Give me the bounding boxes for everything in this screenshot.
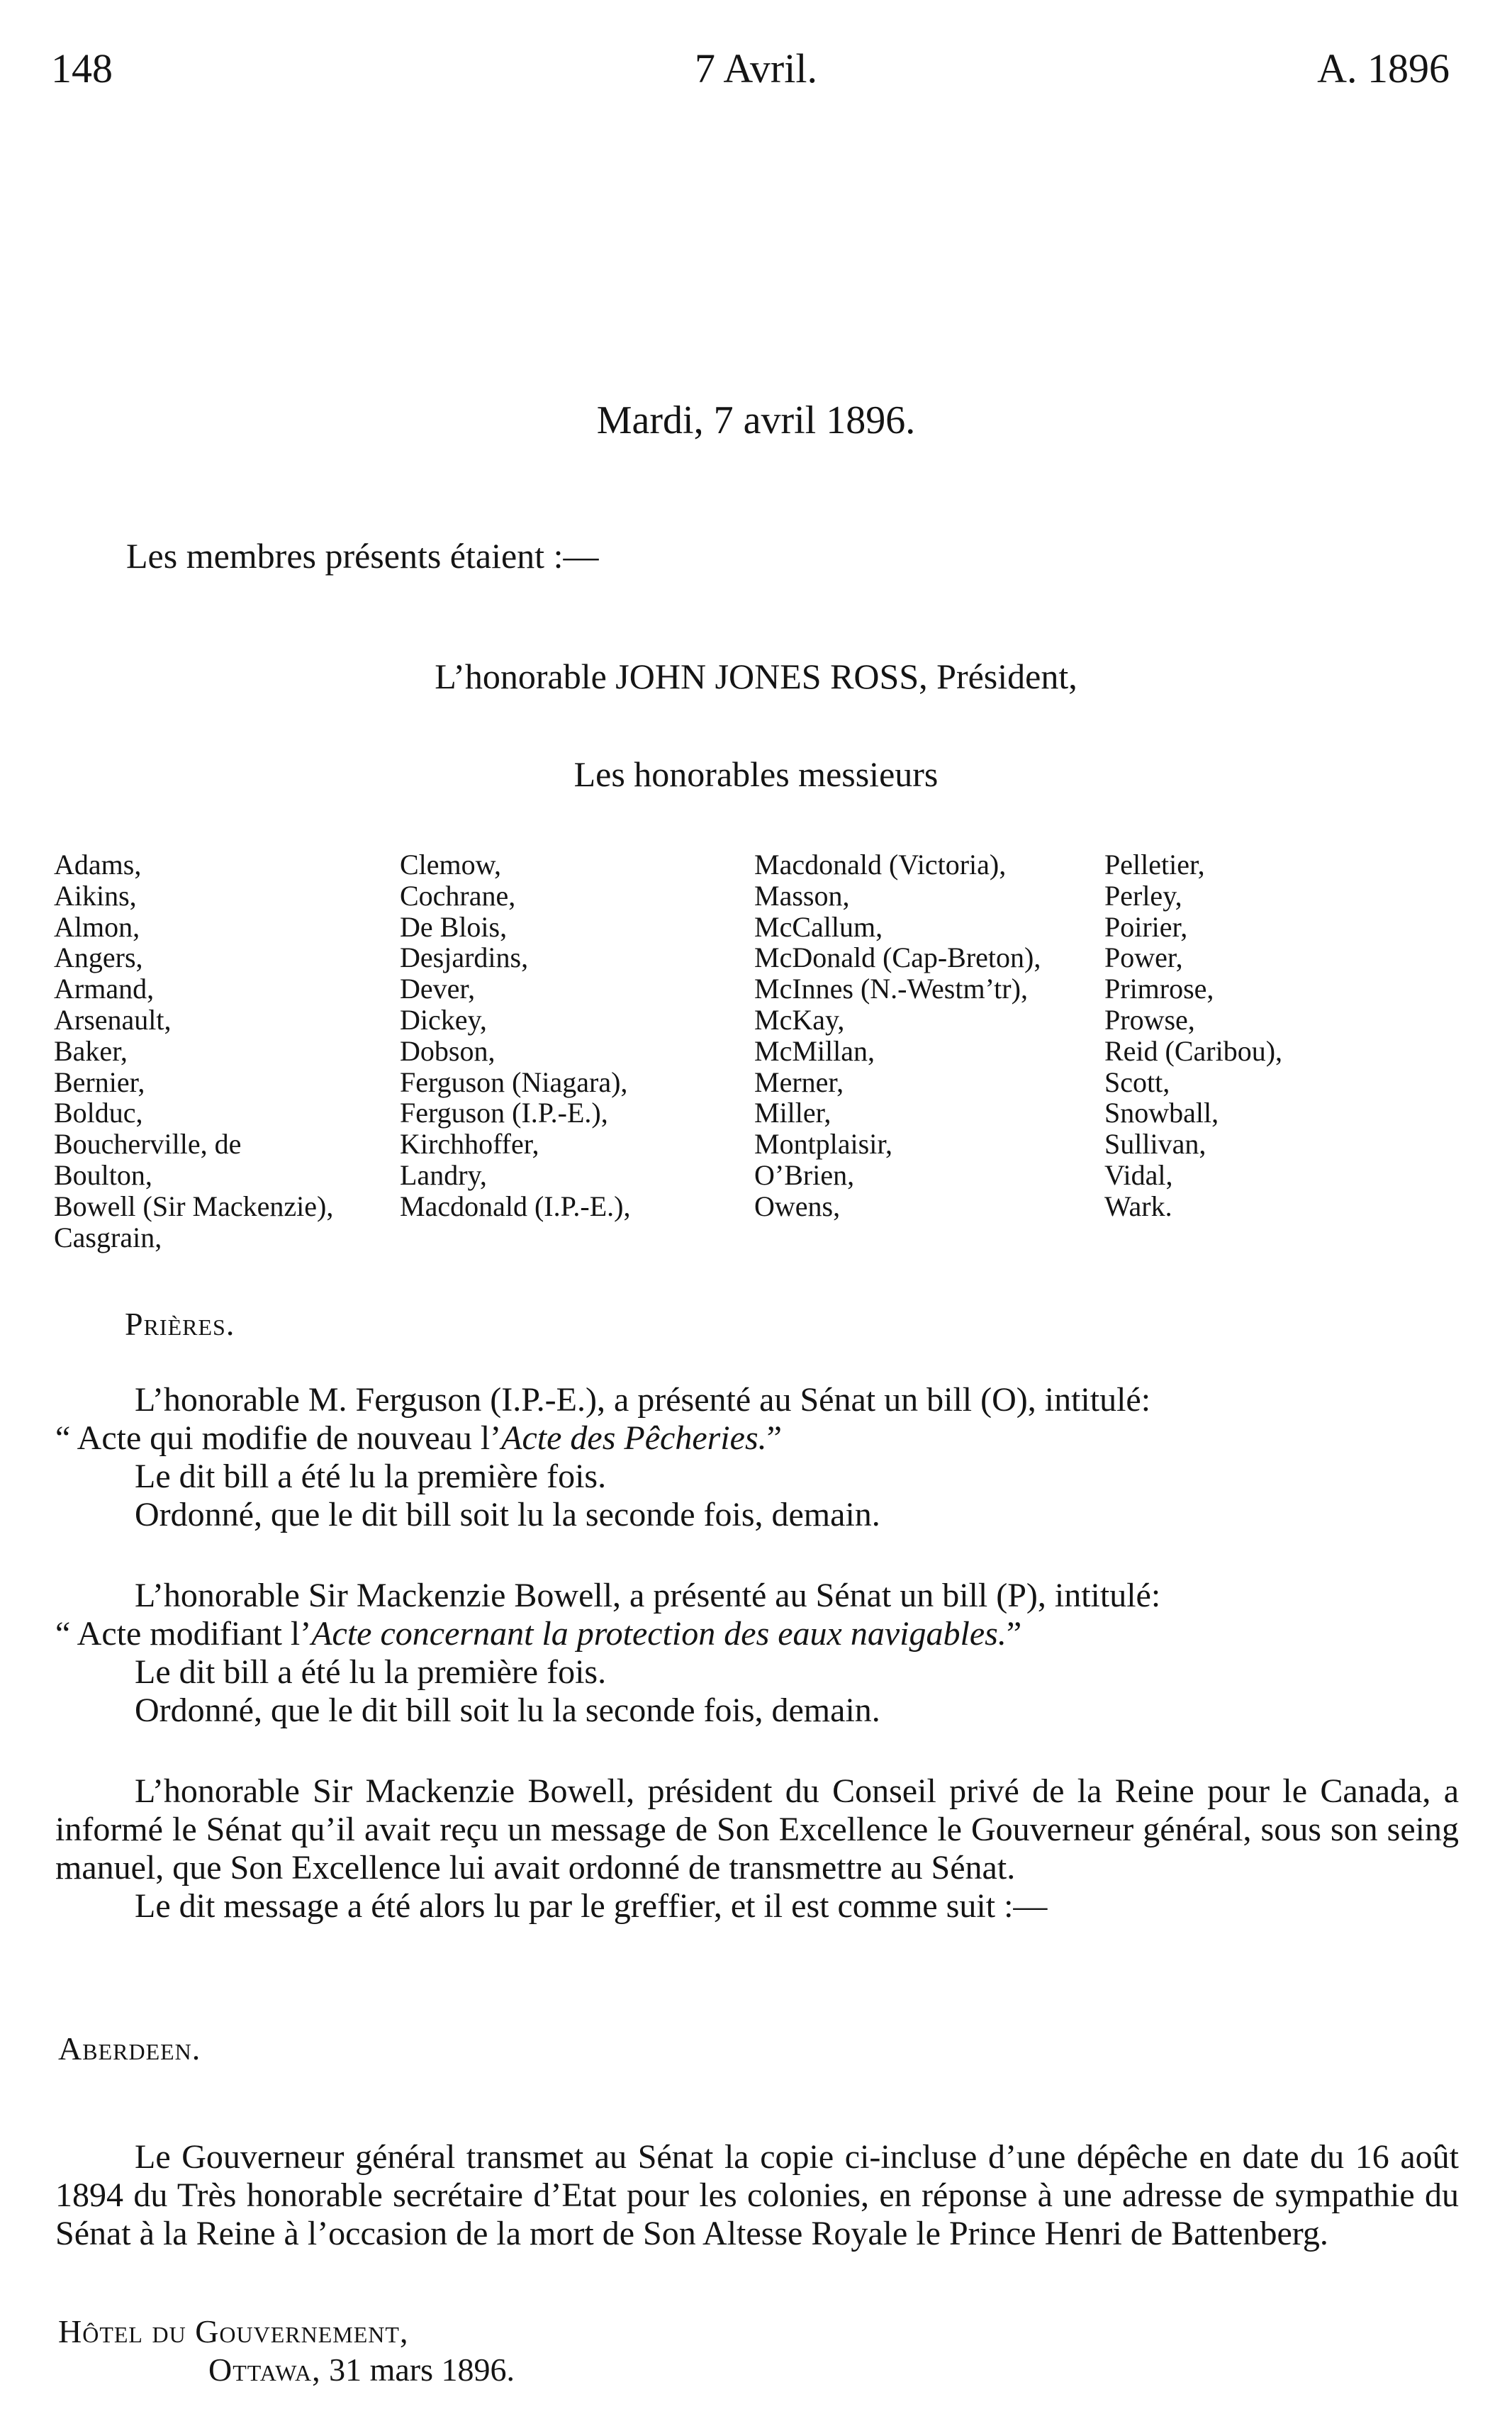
member-name: Clemow, — [400, 849, 501, 881]
member-name: Miller, — [754, 1097, 831, 1129]
president-line: L’honorable JOHN JONES ROSS, Président, — [435, 656, 1077, 696]
member-name: Montplaisir, — [754, 1128, 893, 1161]
member-list-column-2 — [400, 849, 630, 1222]
member-name: Bowell (Sir Mackenzie), — [54, 1190, 334, 1222]
member-name: Merner, — [754, 1066, 844, 1098]
bill-o-first-reading: Le dit bill a été lu la première fois. — [135, 1458, 607, 1495]
bill-o-intro: L’honorable M. Ferguson (I.P.-E.), a présenté au Sénat un bill (O), intitulé: — [135, 1381, 1151, 1419]
member-name: Perley, — [1104, 879, 1182, 912]
member-name: Masson, — [754, 879, 850, 912]
member-name: Ferguson (I.P.-E.), — [400, 1097, 608, 1129]
bill-p-title-suffix: ” — [1006, 1615, 1022, 1653]
members-present-intro: Les membres présents étaient :— — [126, 536, 599, 576]
bill-p-title-italic: Acte concernant la protection des eaux navigables. — [311, 1615, 1007, 1653]
member-name: Dever, — [400, 973, 476, 1005]
bill-o-paragraph — [55, 1381, 1459, 1534]
member-name: Power, — [1104, 941, 1183, 974]
bill-p-title — [55, 1615, 1459, 1653]
member-name: Almon, — [54, 910, 140, 943]
member-list-column-3 — [754, 849, 1041, 1222]
bill-o-title — [55, 1419, 1459, 1458]
member-name: Sullivan, — [1104, 1128, 1206, 1161]
honorables-line: Les honorables messieurs — [573, 754, 939, 794]
member-name: Snowball, — [1104, 1097, 1219, 1129]
member-name: McInnes (N.-Westm’tr), — [754, 973, 1028, 1005]
member-list-column-4 — [1104, 849, 1282, 1222]
running-header-date: 7 Avril. — [695, 45, 817, 91]
member-name: Dobson, — [400, 1034, 495, 1067]
member-name: Baker, — [54, 1034, 128, 1067]
member-name: Prowse, — [1104, 1003, 1195, 1036]
member-name: Ferguson (Niagara), — [400, 1066, 628, 1098]
member-name: Boucherville, de — [54, 1128, 242, 1161]
member-name: Angers, — [54, 941, 143, 974]
message-date: 31 mars 1896. — [329, 2352, 515, 2388]
bill-o-second-reading-order: Ordonné, que le dit bill soit lu la seconde fois, demain. — [135, 1496, 880, 1533]
member-name: Dickey, — [400, 1003, 487, 1036]
member-name: Reid (Caribou), — [1104, 1034, 1283, 1067]
member-name: O’Brien, — [754, 1158, 855, 1191]
member-name: Bolduc, — [54, 1097, 143, 1129]
member-name: McDonald (Cap-Breton), — [754, 941, 1041, 974]
member-name: Vidal, — [1104, 1158, 1173, 1191]
member-name: Aikins, — [54, 879, 137, 912]
city-date-line — [58, 2351, 515, 2389]
member-name: Owens, — [754, 1190, 841, 1222]
member-name: Macdonald (I.P.-E.), — [400, 1190, 631, 1222]
page-number: 148 — [51, 45, 113, 91]
member-name: Bernier, — [54, 1066, 145, 1098]
message-read-line: Le dit message a été alors lu par le greffier, et il est comme suit :— — [135, 1887, 1048, 1925]
member-list-column-1 — [54, 849, 333, 1253]
member-name: Desjardins, — [400, 941, 529, 974]
member-name: Adams, — [54, 849, 142, 881]
member-name: Scott, — [1104, 1066, 1170, 1098]
member-name: Landry, — [400, 1158, 487, 1191]
member-name: Kirchhoffer, — [400, 1128, 539, 1161]
message-paragraph — [55, 1772, 1459, 1925]
member-name: Boulton, — [54, 1158, 152, 1191]
member-name: De Blois, — [400, 910, 508, 943]
bill-p-second-reading-order: Ordonné, que le dit bill soit lu la seconde fois, demain. — [135, 1692, 880, 1729]
member-name: Wark. — [1104, 1190, 1172, 1222]
member-name: Cochrane, — [400, 879, 516, 912]
running-header-year: A. 1896 — [1317, 45, 1450, 91]
member-name: Primrose, — [1104, 973, 1214, 1005]
member-name: McCallum, — [754, 910, 883, 943]
bill-p-title-prefix: “ Acte modifiant l’ — [55, 1615, 312, 1653]
governor-message-body: Le Gouverneur général transmet au Sénat la copie ci-incluse d’une dépêche en date du 16 août 1894 du Très honorable secrétaire d’Etat pour les colonies, en réponse à une adresse de sympathie du Sénat à la Reine à l’occasion de la mort de Son Altesse Royale le Prince Henri de Battenberg. — [55, 2138, 1459, 2252]
message-announcement: L’honorable Sir Mackenzie Bowell, président du Conseil privé de la Reine pour le Canada, a informé le Sénat qu’il avait reçu un message de Son Excellence le Gouverneur général, sous son seing manuel, que Son Excellence lui avait ordonné de transmettre au Sénat. — [55, 1772, 1459, 1886]
member-name: McKay, — [754, 1003, 845, 1036]
government-house-line: Hôtel du Gouvernement, — [58, 2313, 409, 2349]
member-name: Arsenault, — [54, 1003, 172, 1036]
bill-o-title-italic: Acte des Pêcheries. — [501, 1419, 767, 1457]
bill-o-title-prefix: “ Acte qui modifie de nouveau l’ — [55, 1419, 502, 1457]
bill-p-intro: L’honorable Sir Mackenzie Bowell, a présenté au Sénat un bill (P), intitulé: — [135, 1577, 1161, 1614]
member-name: Casgrain, — [54, 1221, 162, 1253]
sitting-date-heading: Mardi, 7 avril 1896. — [596, 398, 916, 442]
bill-o-title-suffix: ” — [766, 1419, 782, 1457]
member-name: Armand, — [54, 973, 155, 1005]
bill-p-paragraph — [55, 1577, 1459, 1730]
bill-p-first-reading: Le dit bill a été lu la première fois. — [135, 1653, 607, 1691]
prayers-heading: Prières. — [125, 1306, 235, 1342]
governor-signature: Aberdeen. — [58, 2030, 201, 2067]
member-name: McMillan, — [754, 1034, 875, 1067]
message-place-and-date — [58, 2313, 515, 2389]
member-name: Pelletier, — [1104, 849, 1205, 881]
city-name: Ottawa, — [208, 2352, 321, 2388]
member-name: Macdonald (Victoria), — [754, 849, 1007, 881]
member-name: Poirier, — [1104, 910, 1188, 943]
